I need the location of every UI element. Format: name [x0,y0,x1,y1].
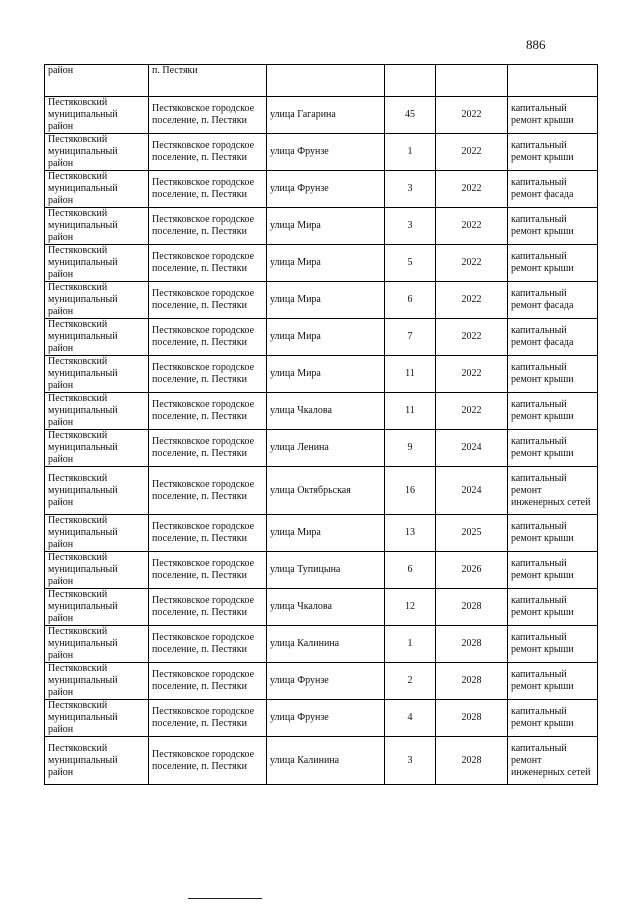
street-cell: улица Чкалова [267,393,385,430]
house-cell: 2 [385,663,436,700]
street-cell: улица Мира [267,282,385,319]
district-cell: район [45,65,149,97]
bottom-rule [188,898,262,899]
work-cell: капитальный ремонт инженерных сетей [508,467,598,515]
table-row [45,282,598,319]
street-cell: улица Тупицына [267,552,385,589]
settlement-cell: Пестяковское городское поселение, п. Пестяки [149,663,267,700]
street-cell: улица Калинина [267,626,385,663]
house-cell: 9 [385,430,436,467]
year-cell: 2028 [436,700,508,737]
table-row [45,589,598,626]
work-cell: капитальный ремонт крыши [508,97,598,134]
year-cell: 2022 [436,97,508,134]
district-cell: Пестяковский муниципальный район [45,737,149,785]
district-cell: Пестяковский муниципальный район [45,245,149,282]
year-cell: 2028 [436,737,508,785]
district-cell: Пестяковский муниципальный район [45,552,149,589]
settlement-cell: Пестяковское городское поселение, п. Пестяки [149,552,267,589]
work-cell: капитальный ремонт крыши [508,245,598,282]
year-cell: 2022 [436,393,508,430]
settlement-cell: Пестяковское городское поселение, п. Пестяки [149,245,267,282]
work-cell: капитальный ремонт инженерных сетей [508,737,598,785]
house-cell: 12 [385,589,436,626]
house-cell [385,65,436,97]
work-cell: капитальный ремонт крыши [508,208,598,245]
house-cell: 6 [385,552,436,589]
street-cell: улица Чкалова [267,589,385,626]
house-cell: 6 [385,282,436,319]
year-cell: 2022 [436,356,508,393]
table-row [45,319,598,356]
street-cell: улица Фрунзе [267,171,385,208]
street-cell: улица Мира [267,319,385,356]
table-row [45,245,598,282]
street-cell: улица Мира [267,208,385,245]
work-cell: капитальный ремонт крыши [508,700,598,737]
settlement-cell: Пестяковское городское поселение, п. Пестяки [149,171,267,208]
house-cell: 3 [385,737,436,785]
settlement-cell: Пестяковское городское поселение, п. Пестяки [149,589,267,626]
table-row [45,552,598,589]
street-cell: улица Мира [267,515,385,552]
street-cell [267,65,385,97]
settlement-cell: Пестяковское городское поселение, п. Пестяки [149,319,267,356]
settlement-cell: п. Пестяки [149,65,267,97]
work-cell [508,65,598,97]
year-cell: 2022 [436,319,508,356]
table-row [45,515,598,552]
settlement-cell: Пестяковское городское поселение, п. Пестяки [149,430,267,467]
table-row [45,208,598,245]
year-cell: 2028 [436,663,508,700]
district-cell: Пестяковский муниципальный район [45,208,149,245]
street-cell: улица Фрунзе [267,134,385,171]
settlement-cell: Пестяковское городское поселение, п. Пестяки [149,282,267,319]
street-cell: улица Калинина [267,737,385,785]
settlement-cell: Пестяковское городское поселение, п. Пестяки [149,467,267,515]
district-cell: Пестяковский муниципальный район [45,700,149,737]
year-cell: 2024 [436,430,508,467]
district-cell: Пестяковский муниципальный район [45,134,149,171]
street-cell: улица Мира [267,356,385,393]
district-cell: Пестяковский муниципальный район [45,171,149,208]
house-cell: 3 [385,171,436,208]
house-cell: 7 [385,319,436,356]
work-cell: капитальный ремонт крыши [508,134,598,171]
district-cell: Пестяковский муниципальный район [45,282,149,319]
settlement-cell: Пестяковское городское поселение, п. Пестяки [149,134,267,171]
house-cell: 16 [385,467,436,515]
street-cell: улица Гагарина [267,97,385,134]
settlement-cell: Пестяковское городское поселение, п. Пестяки [149,737,267,785]
district-cell: Пестяковский муниципальный район [45,430,149,467]
street-cell: улица Фрунзе [267,663,385,700]
work-cell: капитальный ремонт крыши [508,589,598,626]
table-row [45,393,598,430]
year-cell: 2026 [436,552,508,589]
settlement-cell: Пестяковское городское поселение, п. Пестяки [149,97,267,134]
year-cell: 2022 [436,134,508,171]
street-cell: улица Мира [267,245,385,282]
work-cell: капитальный ремонт крыши [508,626,598,663]
work-cell: капитальный ремонт крыши [508,430,598,467]
district-cell: Пестяковский муниципальный район [45,515,149,552]
table-row [45,430,598,467]
house-cell: 4 [385,700,436,737]
district-cell: Пестяковский муниципальный район [45,97,149,134]
work-cell: капитальный ремонт фасада [508,171,598,208]
district-cell: Пестяковский муниципальный район [45,589,149,626]
street-cell: улица Октябрьская [267,467,385,515]
settlement-cell: Пестяковское городское поселение, п. Пестяки [149,393,267,430]
table-row [45,356,598,393]
year-cell: 2022 [436,208,508,245]
year-cell [436,65,508,97]
district-cell: Пестяковский муниципальный район [45,319,149,356]
year-cell: 2022 [436,282,508,319]
settlement-cell: Пестяковское городское поселение, п. Пестяки [149,700,267,737]
work-cell: капитальный ремонт крыши [508,515,598,552]
table-row [45,97,598,134]
work-cell: капитальный ремонт фасада [508,319,598,356]
district-cell: Пестяковский муниципальный район [45,663,149,700]
work-cell: капитальный ремонт крыши [508,552,598,589]
work-cell: капитальный ремонт фасада [508,282,598,319]
work-cell: капитальный ремонт крыши [508,356,598,393]
table-row [45,700,598,737]
house-cell: 3 [385,208,436,245]
house-cell: 1 [385,626,436,663]
year-cell: 2028 [436,626,508,663]
house-cell: 1 [385,134,436,171]
table-row [45,134,598,171]
district-cell: Пестяковский муниципальный район [45,393,149,430]
settlement-cell: Пестяковское городское поселение, п. Пестяки [149,515,267,552]
district-cell: Пестяковский муниципальный район [45,356,149,393]
page-number: 886 [526,37,546,52]
house-cell: 13 [385,515,436,552]
house-cell: 5 [385,245,436,282]
table-row [45,626,598,663]
table-row [45,663,598,700]
district-cell: Пестяковский муниципальный район [45,467,149,515]
table-row [45,737,598,785]
settlement-cell: Пестяковское городское поселение, п. Пестяки [149,626,267,663]
house-cell: 11 [385,356,436,393]
repair-schedule-table [44,64,598,785]
work-cell: капитальный ремонт крыши [508,663,598,700]
table-row [45,467,598,515]
year-cell: 2022 [436,245,508,282]
continued-row [45,65,598,97]
settlement-cell: Пестяковское городское поселение, п. Пестяки [149,356,267,393]
year-cell: 2024 [436,467,508,515]
table-row [45,171,598,208]
year-cell: 2022 [436,171,508,208]
work-cell: капитальный ремонт крыши [508,393,598,430]
year-cell: 2028 [436,589,508,626]
year-cell: 2025 [436,515,508,552]
district-cell: Пестяковский муниципальный район [45,626,149,663]
house-cell: 45 [385,97,436,134]
street-cell: улица Ленина [267,430,385,467]
settlement-cell: Пестяковское городское поселение, п. Пестяки [149,208,267,245]
house-cell: 11 [385,393,436,430]
street-cell: улица Фрунзе [267,700,385,737]
